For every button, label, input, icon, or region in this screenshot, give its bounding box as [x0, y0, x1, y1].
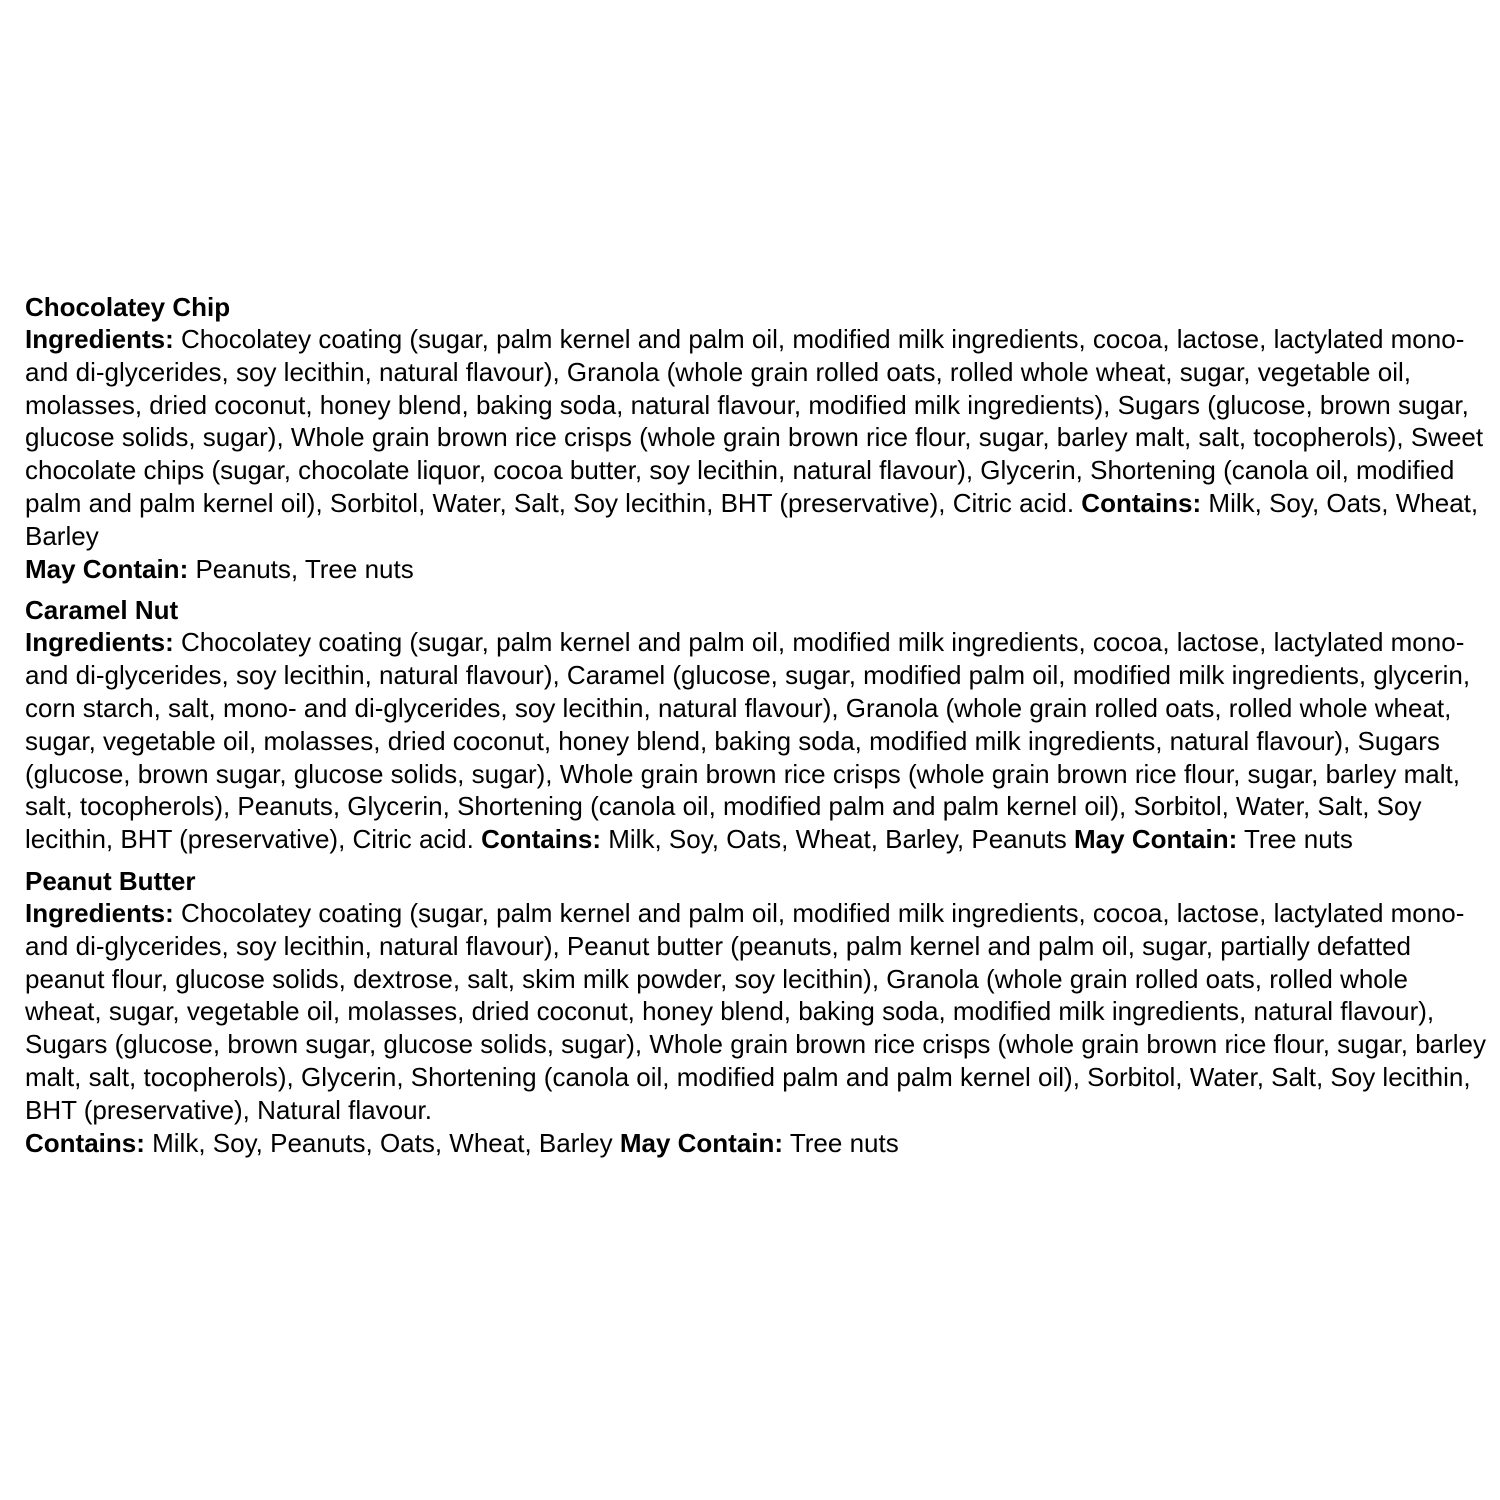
contains-list: Milk, Soy, Oats, Wheat, Barley, Peanuts — [608, 824, 1067, 855]
product-name: Chocolatey Chip — [25, 292, 231, 322]
may-contain-label: May Contain: — [1074, 824, 1238, 855]
product-name: Caramel Nut — [25, 595, 179, 626]
ingredients-label: Ingredients: — [25, 324, 174, 354]
ingredient-label-sheet — [25, 291, 1490, 1168]
product-ingredients-text — [25, 897, 1490, 1159]
contains-label: Contains: — [1081, 487, 1202, 518]
product-chocolatey-chip — [25, 291, 1490, 585]
ingredients-list: Chocolatey coating (sugar, palm kernel and palm oil, modified milk ingredients, cocoa, lactose, lactylated mono- and di-glycerides, soy lecithin, natural flavour), Peanut butter (peanuts, palm kernel and palm oil, sugar, partially defatted peanut flour, glucose solids, dextrose, salt, skim milk powder, soy lecithin), Granola (whole grain rolled oats, rolled whole wheat, sugar, vegetable oil, molasses, dried coconut, honey blend, baking soda, modified milk ingredients, natural flavour), Sugars (glucose, brown sugar, glucose solids, sugar), Whole grain brown rice crisps (whole grain brown rice flour, sugar, barley malt, salt, tocopherols), Glycerin, Shortening (canola oil, modified palm and palm kernel oil), Sorbitol, Water, Salt, Soy lecithin, BHT (preservative), Natural flavour. — [25, 897, 1487, 1125]
product-ingredients-text — [25, 323, 1490, 585]
contains-label: Contains: — [481, 824, 601, 855]
ingredients-list: Chocolatey coating (sugar, palm kernel and palm oil, modified milk ingredients, cocoa, lactose, lactylated mono- and di-glycerides, soy lecithin, natural flavour), Caramel (glucose, sugar, modified palm oil, modified milk ingredients, glycerin, corn starch, salt, mono- and di-glycerides, soy lecithin, natural flavour), Granola (whole grain rolled oats, rolled whole wheat, sugar, vegetable oil, molasses, dried coconut, honey blend, baking soda, modified milk ingredients, natural flavour), Sugars (glucose, brown sugar, glucose solids, sugar), Whole grain brown rice crisps (whole grain brown rice flour, sugar, barley malt, salt, tocopherols), Peanuts, Glycerin, Shortening (canola oil, modified palm and palm kernel oil), Sorbitol, Water, Salt, Soy lecithin, BHT (preservative), Citric acid. — [25, 627, 1471, 855]
may-contain-label: May Contain: — [25, 553, 189, 584]
ingredients-label: Ingredients: — [25, 897, 174, 928]
ingredients-list: Chocolatey coating (sugar, palm kernel and palm oil, modified milk ingredients, cocoa, lactose, lactylated mono- and di-glycerides, soy lecithin, natural flavour), Granola (whole grain rolled oats, rolled whole wheat, sugar, vegetable oil, molasses, dried coconut, honey blend, baking soda, natural flavour, modified milk ingredients), Sugars (glucose, brown sugar, glucose solids, sugar), Whole grain brown rice crisps (whole grain brown rice flour, sugar, barley malt, salt, tocopherols), Sweet chocolate chips (sugar, chocolate liquor, cocoa butter, soy lecithin, natural flavour), Glycerin, Shortening (canola oil, modified palm and palm kernel oil), Sorbitol, Water, Salt, Soy lecithin, BHT (preservative), Citric acid. — [25, 324, 1484, 518]
may-contain-list: Peanuts, Tree nuts — [195, 553, 414, 584]
contains-list: Milk, Soy, Peanuts, Oats, Wheat, Barley — [152, 1127, 613, 1158]
may-contain-label: May Contain: — [619, 1127, 784, 1158]
may-contain-list: Tree nuts — [1244, 824, 1353, 855]
contains-list: Milk, Soy, Oats, Wheat, Barley — [25, 487, 1479, 551]
ingredients-label: Ingredients: — [25, 627, 174, 658]
may-contain-list: Tree nuts — [789, 1127, 899, 1158]
product-name: Peanut Butter — [25, 865, 196, 896]
contains-label: Contains: — [25, 1127, 145, 1158]
product-peanut-butter — [25, 865, 1490, 1159]
product-caramel-nut — [25, 594, 1490, 856]
product-ingredients-text — [25, 626, 1490, 856]
